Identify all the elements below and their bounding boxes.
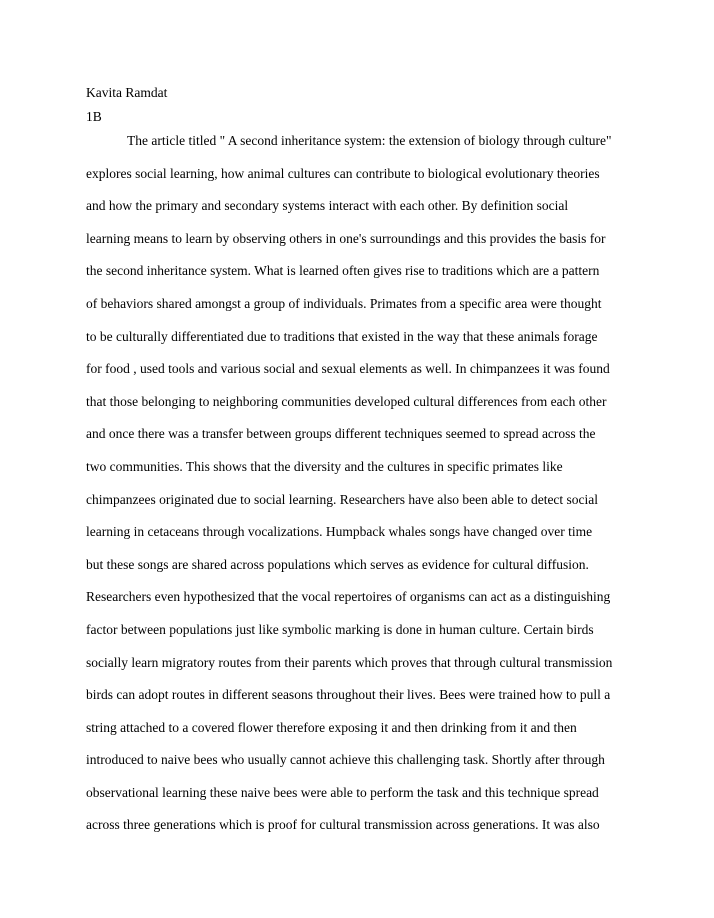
paragraph-line: but these songs are shared across populations which serves as evidence for cultural diffusion. (86, 556, 589, 572)
paragraph-line: learning means to learn by observing others in one's surroundings and this provides the basis for (86, 230, 606, 246)
paragraph-line: and how the primary and secondary systems interact with each other. By definition social (86, 198, 569, 214)
paragraph-line: for food , used tools and various social and sexual elements as well. In chimpanzees it was found (86, 361, 610, 377)
paragraph-line: introduced to naive bees who usually cannot achieve this challenging task. Shortly after through (86, 752, 605, 768)
body-paragraph (86, 131, 666, 848)
paragraph-line: learning in cetaceans through vocalizations. Humpback whales songs have changed over time (86, 524, 593, 540)
paragraph-line: and once there was a transfer between groups different techniques seemed to spread across the (86, 426, 596, 442)
author-name: Kavita Ramdat (86, 85, 168, 100)
paragraph-line: The article titled " A second inheritance system: the extension of biology through culture" (127, 133, 612, 148)
section-label: 1B (86, 109, 102, 124)
paragraph-line: to be culturally differentiated due to traditions that existed in the way that these animals forage (86, 328, 598, 344)
paragraph-line: string attached to a covered flower therefore exposing it and then drinking from it and then (86, 719, 577, 735)
paragraph-line: across three generations which is proof for cultural transmission across generations. It was also (86, 817, 600, 833)
paragraph-line: chimpanzees originated due to social learning. Researchers have also been able to detect social (86, 491, 599, 507)
paragraph-line: factor between populations just like symbolic marking is done in human culture. Certain birds (86, 621, 594, 637)
paragraph-line: of behaviors shared amongst a group of individuals. Primates from a specific area were thought (86, 295, 602, 311)
paragraph-line: the second inheritance system. What is learned often gives rise to traditions which are a pattern (86, 263, 600, 279)
paragraph-line: two communities. This shows that the diversity and the cultures in specific primates like (86, 458, 563, 474)
paragraph-line: explores social learning, how animal cultures can contribute to biological evolutionary theories (86, 165, 600, 181)
paragraph-line: observational learning these naive bees were able to perform the task and this technique spread (86, 784, 599, 800)
paragraph-line: socially learn migratory routes from their parents which proves that through cultural transmission (86, 654, 613, 670)
paragraph-line: Researchers even hypothesized that the vocal repertoires of organisms can act as a distinguishing (86, 589, 611, 605)
paragraph-line: birds can adopt routes in different seasons throughout their lives. Bees were trained how to pull a (86, 687, 611, 703)
paragraph-line: that those belonging to neighboring communities developed cultural differences from each other (86, 393, 607, 409)
